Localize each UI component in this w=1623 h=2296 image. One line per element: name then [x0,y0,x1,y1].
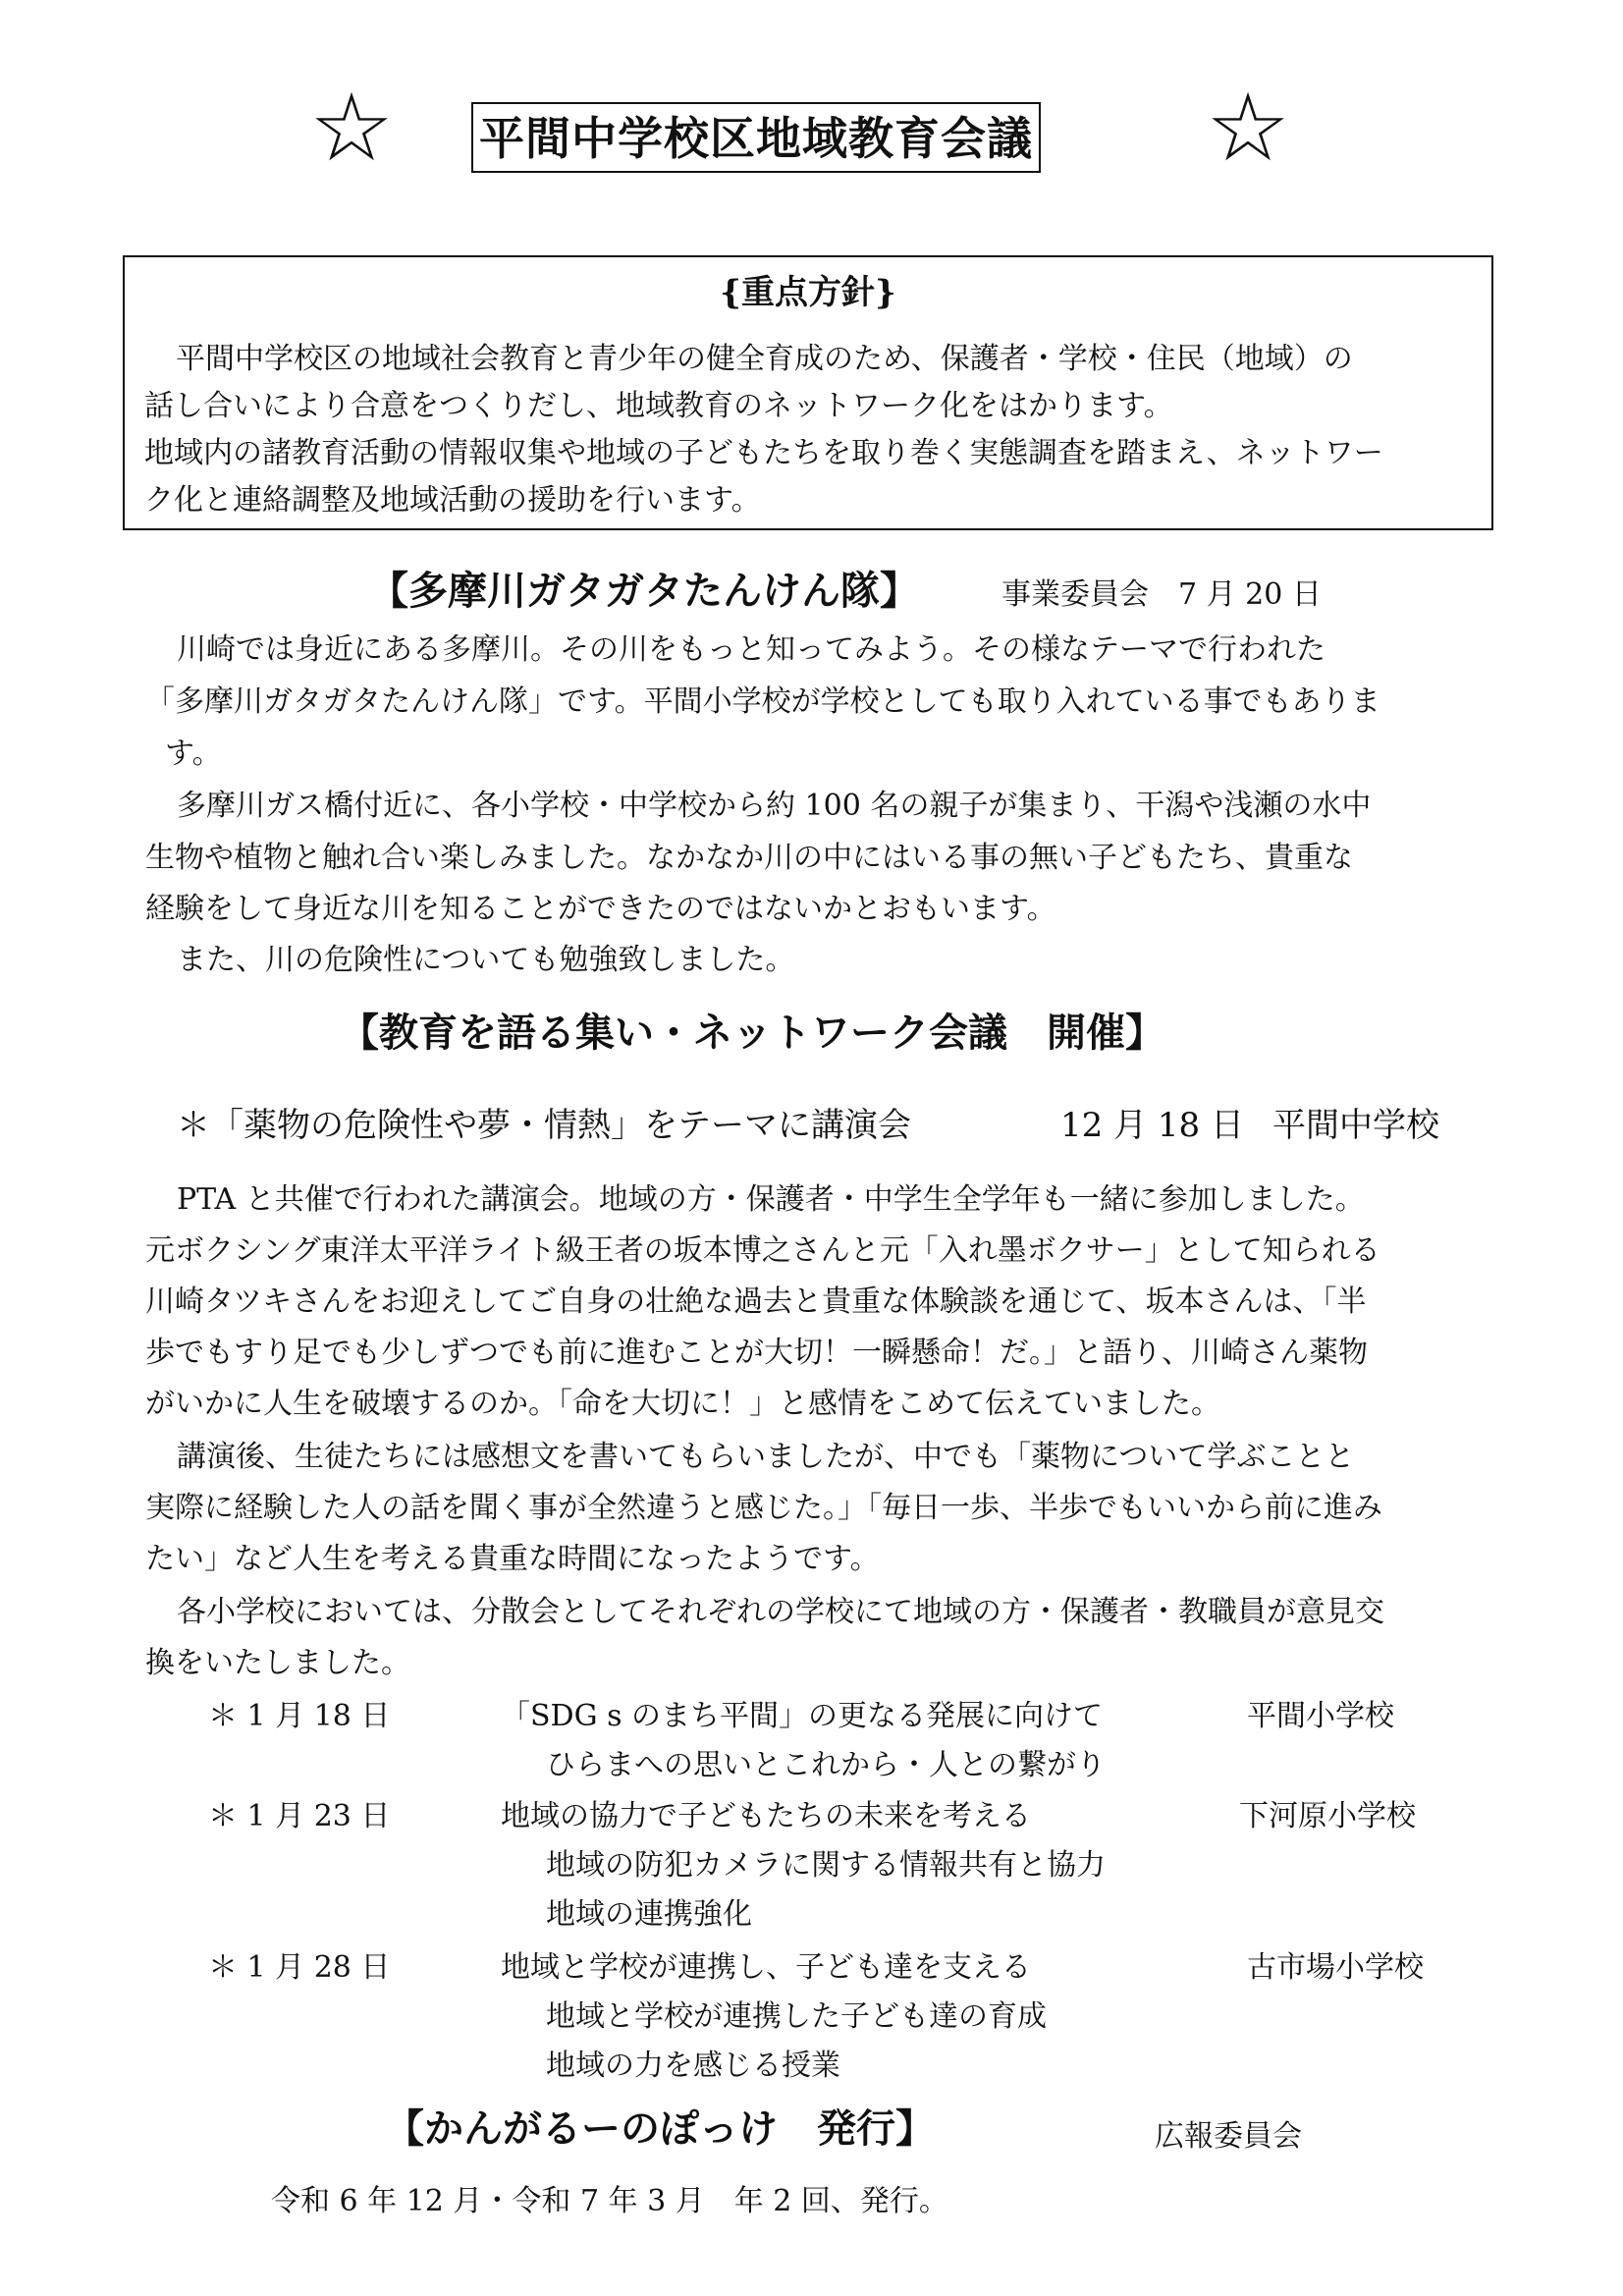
schedule-school: 古市場小学校 [1247,1950,1424,1985]
section1-line: す。 [165,737,222,771]
policy-box [123,255,1493,530]
section3-note: 広報委員会 [1155,2119,1302,2154]
schedule-topic: 「SDG s のまち平間」の更なる発展に向けて [501,1699,1104,1733]
schedule-date: ＊ 1 月 18 日 [208,1699,391,1733]
section3-title: 【かんがるーのぽっけ 発行】 [385,2105,935,2152]
policy-line: 平間中学校区の地域社会教育と青少年の健全育成のため、保護者・学校・住民（地域）の [176,342,1353,376]
section2-line: 歩でもすり足でも少しずつでも前に進むことが大切！一瞬懸命！だ。」と語り、川崎さん薬物 [145,1336,1368,1370]
policy-line: 話し合いにより合意をつくりだし、地域教育のネットワーク化をはかります。 [144,389,1173,423]
section2-line: 元ボクシング東洋太平洋ライト級王者の坂本博之さんと元「入れ墨ボクサー」として知られる [145,1233,1380,1268]
schedule-topic: 地域と学校が連携し、子ども達を支える [501,1950,1031,1985]
schedule-date: ＊ 1 月 28 日 [208,1950,391,1985]
schedule-subtopic: 地域の防犯カメラに関する情報共有と協力 [546,1848,1106,1883]
section1-line: 経験をして身近な川を知ることができたのではないかとおもいます。 [145,892,1056,926]
section1-line: 「多摩川ガタガタたんけん隊」です。平間小学校が学校としても取り入れている事でもありま [145,684,1380,719]
star-right-icon: ☆ [1206,73,1291,183]
schedule-school: 平間小学校 [1247,1699,1394,1733]
schedule-date: ＊ 1 月 23 日 [208,1799,391,1833]
section2-line: 講演後、生徒たちには感想文を書いてもらいましたが、中でも「薬物について学ぶことと [177,1440,1355,1474]
section2-line: 実際に経験した人の話を聞く事が全然違うと感じた。」「毎日一歩、半歩でもいいから前に進み [145,1491,1382,1525]
event-title: ＊「薬物の危険性や夢・情熱」をテーマに講演会 [177,1106,911,1145]
section2-line: たい」など人生を考える貴重な時間になったようです。 [145,1542,880,1576]
schedule-subtopic: 地域と学校が連携した子ども達の育成 [546,1999,1047,2034]
schedule-subtopic: 地域の力を感じる授業 [546,2049,840,2083]
section1-title: 【多摩川ガタガタたんけん隊】 [369,568,919,614]
page-title: 平間中学校区地域教育会議 [471,102,1041,173]
policy-heading: {重点方針} [720,273,896,312]
section2-line: 換をいたしました。 [145,1646,410,1680]
event-place: 平間中学校 [1272,1106,1439,1145]
section2-line: 各小学校においては、分散会としてそれぞれの学校にて地域の方・保護者・教職員が意見交 [177,1595,1384,1629]
schedule-subtopic: 地域の連携強化 [546,1897,752,1932]
star-left-icon: ☆ [309,73,395,183]
section1-note: 事業委員会 7 月 20 日 [1001,577,1322,612]
section2-title: 【教育を語る集い・ネットワーク会議 開催】 [340,1010,1164,1056]
policy-line: 地域内の諸教育活動の情報収集や地域の子どもたちを取り巻く実態調査を踏まえ、ネットワー [144,436,1383,470]
schedule-topic: 地域の協力で子どもたちの未来を考える [501,1799,1031,1833]
section1-line: また、川の危険性についても勉強致しました。 [177,943,795,977]
event-date: 12 月 18 日 [1060,1106,1244,1145]
section1-line: 生物や植物と触れ合い楽しみました。なかなか川の中にはいる事の無い子どもたち、貴重な [145,841,1353,875]
section2-line: 川崎タツキさんをお迎えしてご自身の壮絶な過去と貴重な体験談を通じて、坂本さんは、「半 [145,1285,1367,1319]
schedule-subtopic: ひらまへの思いとこれから・人との繋がり [546,1748,1106,1782]
section2-line: がいかに人生を破壊するのか。「命を大切に！」と感情をこめて伝えていました。 [145,1387,1220,1421]
section3-line: 令和 6 年 12 月・令和 7 年 3 月 年 2 回、発行。 [271,2184,948,2218]
policy-line: ク化と連絡調整及地域活動の援助を行います。 [144,483,761,518]
schedule-school: 下河原小学校 [1239,1799,1416,1833]
section1-line: 多摩川ガス橋付近に、各小学校・中学校から約 100 名の親子が集まり、干潟や浅瀬の水中 [177,789,1372,823]
section2-line: PTA と共催で行われた講演会。地域の方・保護者・中学生全学年も一緒に参加しました。 [177,1182,1365,1217]
section1-line: 川崎では身近にある多摩川。その川をもっと知ってみよう。その様なテーマで行われた [177,632,1325,667]
